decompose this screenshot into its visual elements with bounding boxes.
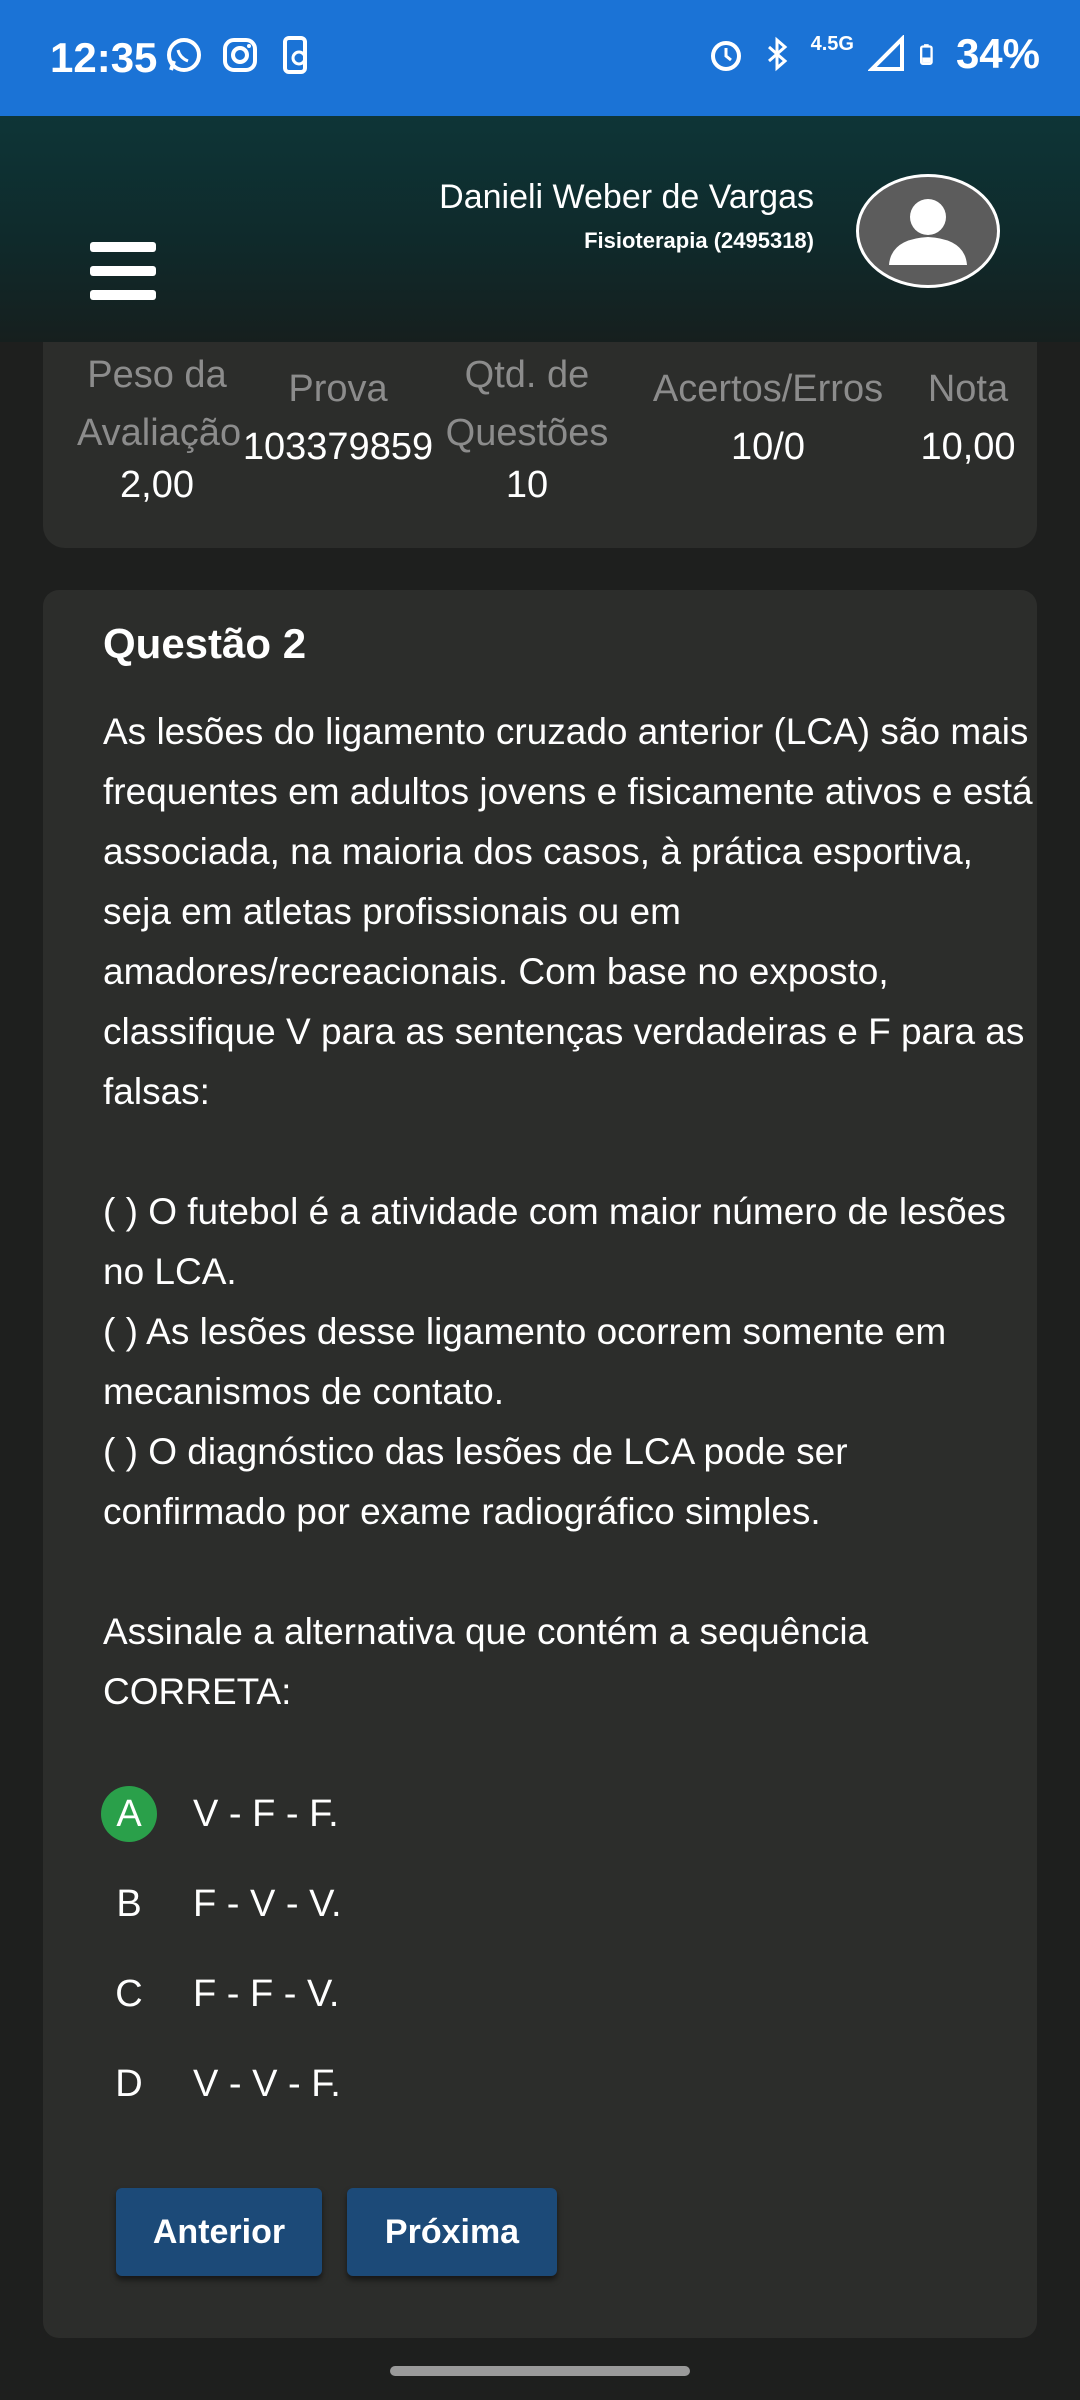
alarm-icon [707,35,745,73]
instagram-icon [221,36,259,74]
question-instruction: Assinale a alternativa que contém a sequência CORRETA: [103,1611,869,1712]
option-c[interactable] [101,1966,339,2022]
option-d[interactable] [101,2056,341,2112]
question-item-3: ( ) O diagnóstico das lesões de LCA pode ser confirmado por exame radiográfico simples. [103,1431,848,1532]
nota-value: 10,00 [920,426,1016,468]
battery-percent: 34% [955,30,1040,77]
user-avatar-icon[interactable] [856,174,1000,288]
phone-settings-icon [277,36,315,74]
option-b-letter: B [116,1882,142,1925]
question-card [43,590,1037,2338]
question-statement: As lesões do ligamento cruzado anterior (LCA) são mais frequentes em adultos jovens e fisicamente ativos e está associada, na maioria dos casos, à prática esportiva, seja em atletas profissionais ou em amadores/recreacionais. Com base no exposto, classifique V para as sentenças verdadeiras e F para as falsas: [103,711,1033,1112]
option-b-text: F - V - V. [193,1882,342,1925]
prova-column [233,360,443,476]
user-course: Fisioterapia (2495318) [584,228,814,253]
option-b[interactable] [101,1876,342,1932]
status-bar [0,0,1080,116]
question-body [103,702,1033,1722]
peso-column [77,346,242,520]
nota-label: Nota [927,368,1009,410]
previous-button[interactable]: Anterior [116,2188,322,2276]
acertos-value: 10/0 [731,426,805,468]
bluetooth-icon [759,35,797,73]
option-a-text: V - F - F. [193,1792,339,1835]
nota-column [863,360,1073,476]
option-d-text: V - V - F. [193,2062,341,2105]
question-item-2: ( ) As lesões desse ligamento ocorrem somente em mecanismos de contato. [103,1311,947,1412]
qtd-column [439,346,615,520]
whatsapp-icon [165,36,203,74]
exam-summary [43,342,1037,548]
qtd-label: Qtd. de Questões [445,354,609,454]
option-a-letter: A [101,1786,157,1842]
option-d-letter: D [115,2062,143,2105]
status-time: 12:35 [50,34,158,81]
user-name: Danieli Weber de Vargas [439,178,814,216]
battery-icon [920,35,942,73]
peso-label: Peso da Avaliação [77,354,242,454]
app-header [0,116,1080,342]
prova-label: Prova [288,368,388,410]
menu-icon[interactable] [90,242,156,302]
acertos-label: Acertos/Erros [652,368,884,410]
network-type: 4.5G [810,32,854,55]
peso-value: 2,00 [120,464,194,506]
home-indicator[interactable] [390,2366,690,2376]
option-a[interactable] [101,1786,339,1842]
signal-icon [868,35,906,73]
question-item-1: ( ) O futebol é a atividade com maior número de lesões no LCA. [103,1191,1006,1292]
next-button[interactable]: Próxima [347,2188,557,2276]
qtd-value: 10 [505,464,549,506]
question-title: Questão 2 [103,620,307,667]
option-c-text: F - F - V. [193,1972,340,2015]
prova-value: 103379859 [242,426,434,468]
option-c-letter: C [115,1972,143,2015]
